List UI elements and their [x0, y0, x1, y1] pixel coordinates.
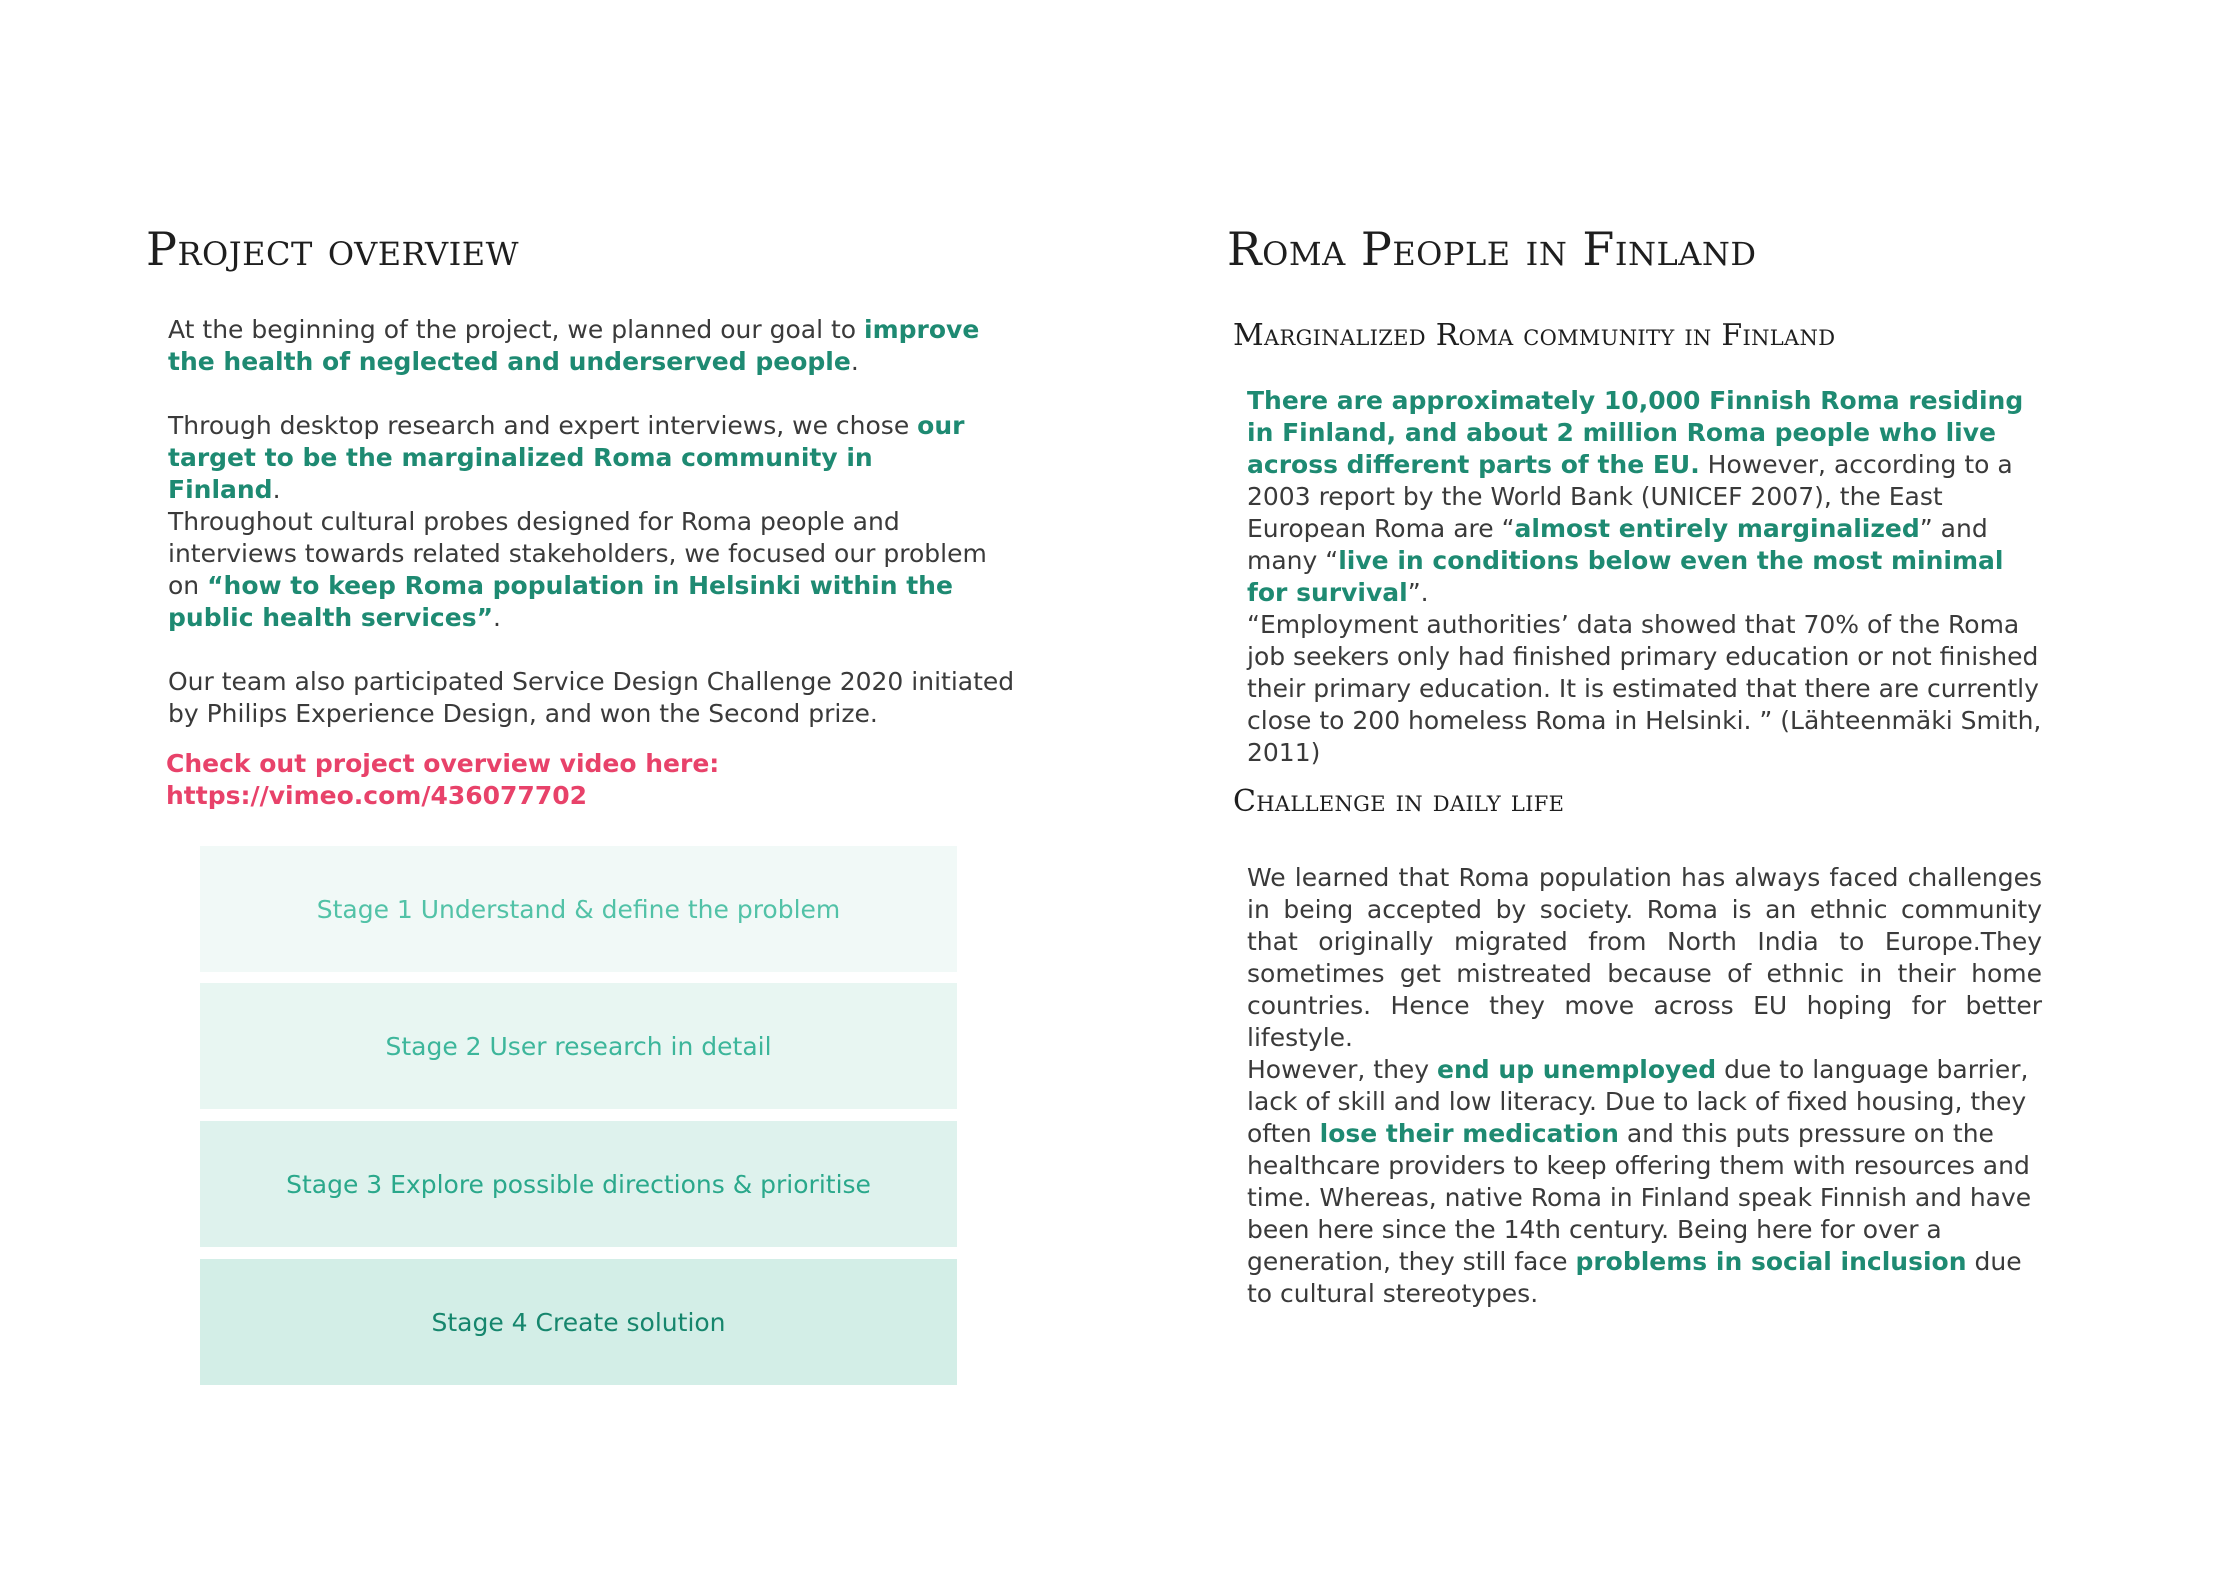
stage-3-label: Stage 3 Explore possible directions & prioritise [286, 1169, 871, 1199]
target-highlight: our target to be the marginalized Roma community in Finland [168, 411, 965, 504]
video-label: Check out project overview video here: [166, 749, 720, 778]
stage-1-label: Stage 1 Understand & define the problem [316, 894, 841, 924]
stage-4-box [200, 1259, 957, 1385]
video-callout [166, 748, 866, 812]
challenge-heading: Challenge in daily life [1233, 784, 1565, 819]
target-paragraph: Through desktop research and expert interviews, we chose our target to be the marginalized Roma community in Finland. [168, 411, 965, 504]
marginalized-heading: Marginalized Roma community in Finland [1233, 318, 1836, 353]
stage-2-box [200, 983, 957, 1109]
challenge-paragraph-1: We learned that Roma population has always faced challenges in being accepted by society. Roma is an ethnic community that originally migrated from North India to Europe.They sometimes get mistreated because of ethnic in their home countries. Hence they move across EU hoping for better lifestyle. [1247, 863, 2042, 1052]
stage-3-box [200, 1121, 957, 1247]
challenge-paragraph-2: However, they end up unemployed due to language barrier, lack of skill and low literacy. Due to lack of fixed housing, they often lose their medication and this puts pressure on the healthcare providers to keep offering them with resources and time. Whereas, native Roma in Finland speak Finnish and have been here since the 14th century. Being here for over a generation, they still face problems in social inclusion due to cultural stereotypes. [1247, 1055, 2032, 1308]
employment-quote: “Employment authorities’ data showed that 70% of the Roma job seekers only had finished primary education or not finished their primary education. It is estimated that there are currently close to 200 homeless Roma in Helsinki. ” (Lähteenmäki Smith, 2011) [1247, 610, 2042, 767]
goal-highlight: improve the health of neglected and underserved people [168, 315, 980, 376]
project-overview-title: Project overview [146, 222, 520, 276]
problem-highlight: “how to keep Roma population in Helsinki within the public health services” [168, 571, 953, 632]
video-link[interactable]: https://vimeo.com/436077702 [166, 781, 588, 810]
challenge-prize-paragraph: Our team also participated Service Design Challenge 2020 initiated by Philips Experience Design, and won the Second prize. [168, 667, 1015, 728]
roma-people-title: Roma People in Finland [1227, 222, 1757, 276]
stage-2-label: Stage 2 User research in detail [385, 1031, 772, 1061]
stage-1-box [200, 846, 957, 972]
goal-paragraph: At the beginning of the project, we planned our goal to improve the health of neglected and underserved people. [168, 315, 980, 376]
stage-4-label: Stage 4 Create solution [431, 1307, 726, 1337]
problem-paragraph: Throughout cultural probes designed for Roma people and interviews towards related stakeholders, we focused our problem on “how to keep Roma population in Helsinki within the public health services”. [168, 507, 987, 632]
marginalized-paragraph: There are approximately 10,000 Finnish Roma residing in Finland, and about 2 million Roma people who live across different parts of the EU. However, according to a 2003 report by the World Bank (UNICEF 2007), the East European Roma are “almost entirely marginalized” and many “live in conditions below even the most minimal for survival”. “Employment authorities’ data showed that 70% of the Roma job seekers only had finished primary education or not finished their primary education. It is estimated that there are currently close to 200 homeless Roma in Helsinki. ” (Lähteenmäki Smith, 2011) [1247, 386, 2042, 767]
